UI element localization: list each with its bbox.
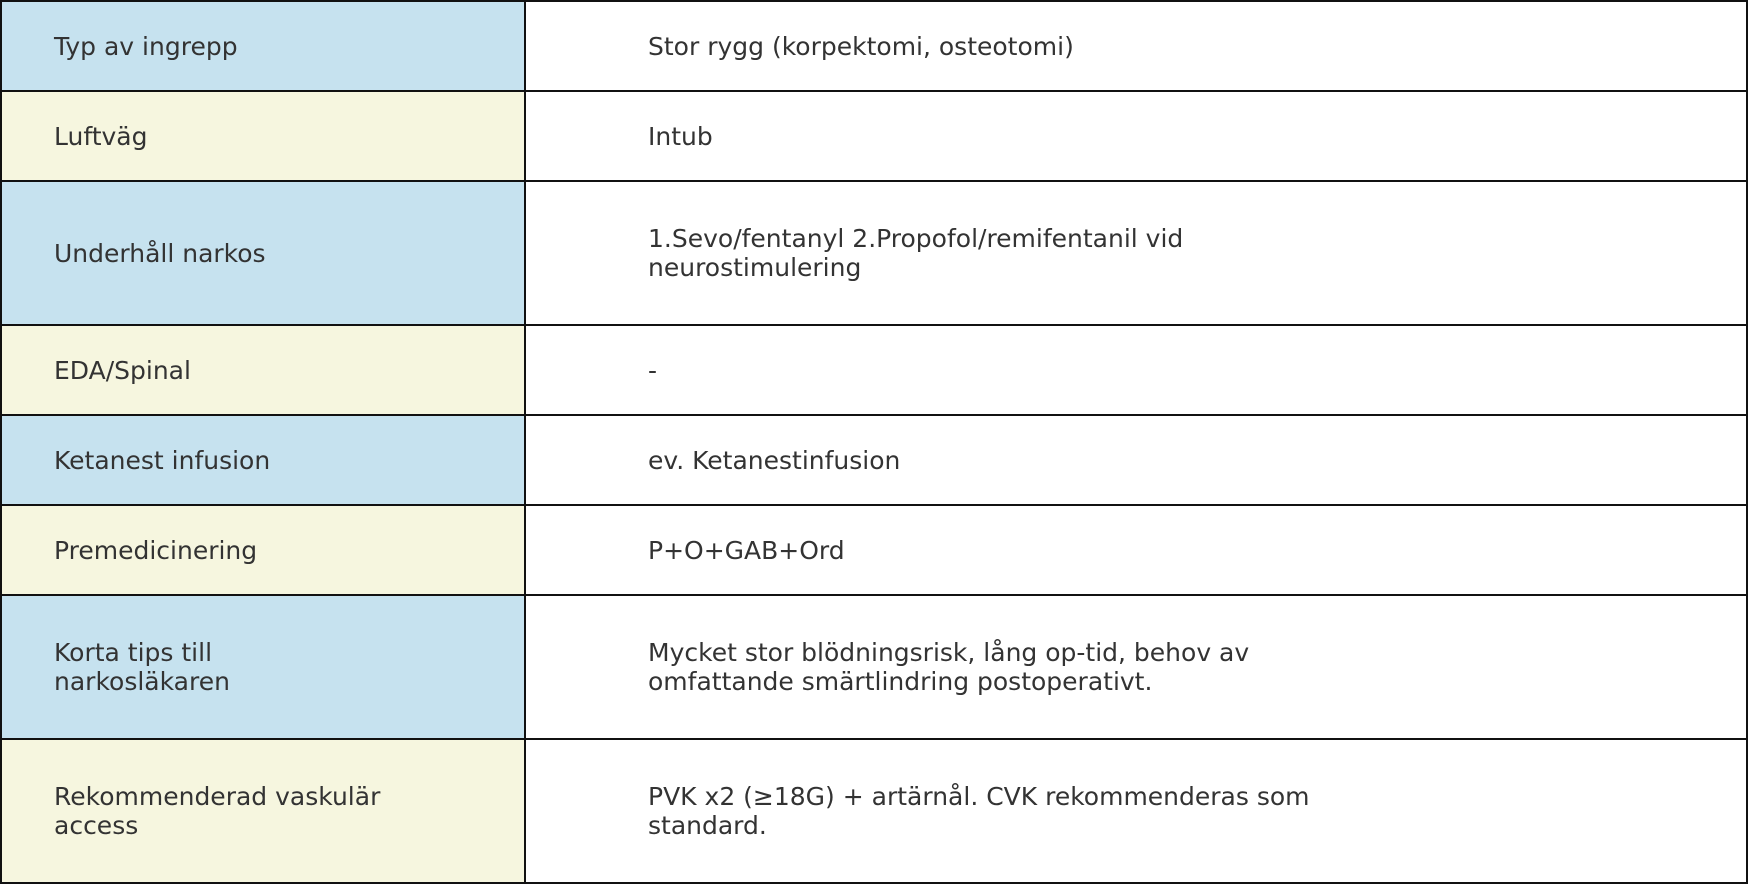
table-row xyxy=(2,2,1746,92)
row-value: P+O+GAB+Ord xyxy=(648,535,845,565)
table-row xyxy=(2,740,1746,882)
row-value-cell xyxy=(526,506,1746,594)
row-value-cell xyxy=(526,596,1746,738)
row-label: Korta tips till narkosläkaren xyxy=(2,596,526,738)
table-row xyxy=(2,596,1746,740)
row-value: ev. Ketanestinfusion xyxy=(648,445,901,475)
row-value-cell xyxy=(526,2,1746,90)
row-value: 1.Sevo/fentanyl 2.Propofol/remifentanil vid neurostimulering xyxy=(648,224,1184,282)
table-row xyxy=(2,416,1746,506)
table-row xyxy=(2,326,1746,416)
row-value-cell xyxy=(526,182,1746,324)
row-value-cell xyxy=(526,740,1746,882)
row-label: Underhåll narkos xyxy=(2,182,526,324)
row-value: - xyxy=(648,355,658,385)
table-row xyxy=(2,506,1746,596)
row-value: Stor rygg (korpektomi, osteotomi) xyxy=(648,31,1074,61)
row-label: Rekommenderad vaskulär access xyxy=(2,740,526,882)
row-value-cell xyxy=(526,92,1746,180)
row-value: Mycket stor blödningsrisk, lång op-tid, behov av omfattande smärtlindring postoperativt. xyxy=(648,638,1250,696)
row-value: Intub xyxy=(648,121,713,151)
row-label: Ketanest infusion xyxy=(2,416,526,504)
row-label: Typ av ingrepp xyxy=(2,2,526,90)
row-label: Luftväg xyxy=(2,92,526,180)
row-value-cell xyxy=(526,416,1746,504)
row-label: EDA/Spinal xyxy=(2,326,526,414)
table-row xyxy=(2,92,1746,182)
row-label: Premedicinering xyxy=(2,506,526,594)
row-value: PVK x2 (≥18G) + artärnål. CVK rekommenderas som standard. xyxy=(648,782,1310,840)
table-row xyxy=(2,182,1746,326)
row-value-cell xyxy=(526,326,1746,414)
